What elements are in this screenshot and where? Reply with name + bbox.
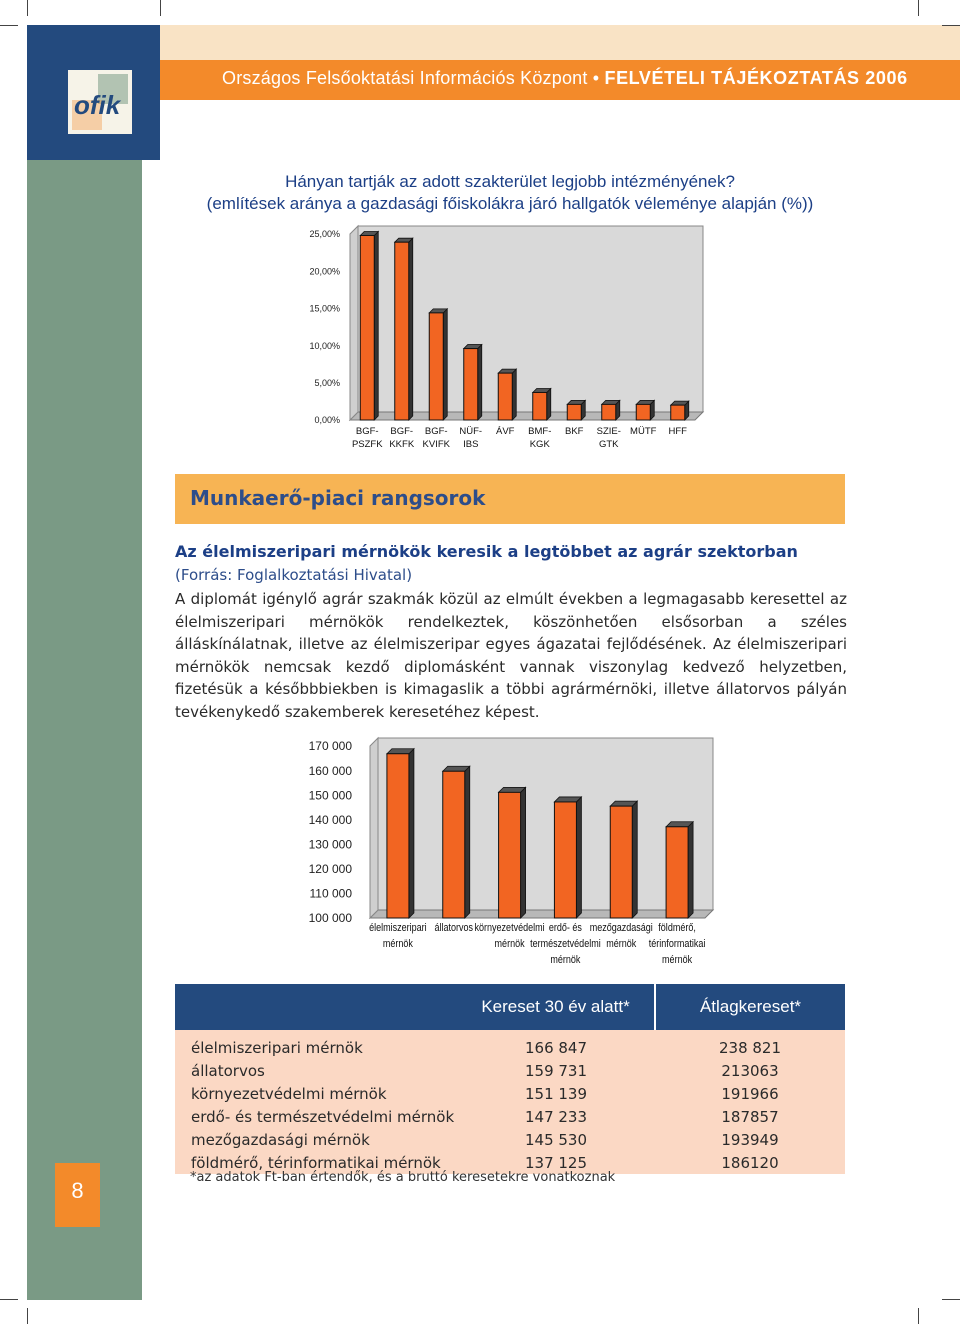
x-tick-label: mérnök	[606, 938, 637, 951]
logo-text: ofik	[74, 90, 121, 120]
row-avg: 238 821	[655, 1036, 845, 1059]
crop-mark	[27, 0, 28, 16]
chart2-svg	[290, 728, 730, 978]
x-tick-label: KVIFK	[422, 439, 450, 450]
bar-side	[632, 801, 637, 918]
y-tick-label: 170 000	[308, 739, 352, 754]
bar-top	[443, 766, 470, 771]
crop-mark	[942, 1299, 960, 1300]
x-tick-label: mérnök	[550, 954, 581, 967]
table-row	[175, 1128, 845, 1151]
row-k30: 166 847	[457, 1036, 655, 1059]
crop-mark	[160, 0, 161, 16]
x-tick-label: NÜF-	[459, 426, 483, 437]
x-tick-label: földmérő,	[658, 922, 696, 935]
bar	[429, 313, 443, 420]
bar-side	[576, 797, 581, 918]
bar-side	[512, 369, 516, 420]
crop-mark	[0, 25, 18, 26]
table-header-avg: Átlagkereset*	[655, 984, 845, 1030]
crop-mark	[918, 0, 919, 16]
section-title: Munkaerő-piaci rangsorok	[190, 486, 486, 510]
x-tick-label: állatorvos	[434, 922, 474, 935]
y-tick-label: 15,00%	[309, 303, 340, 314]
table-row	[175, 1105, 845, 1128]
bar-side	[443, 309, 447, 420]
bar	[499, 792, 521, 918]
x-tick-label: természetvédelmi	[530, 938, 601, 951]
y-tick-label: 140 000	[308, 812, 352, 827]
table-footnote: *az adatok Ft-ban értendők, és a bruttó keresetekre vonatkoznak	[190, 1170, 616, 1185]
table-row	[175, 1036, 845, 1059]
row-k30: 137 125	[457, 1151, 655, 1174]
x-tick-label: BGF-	[355, 426, 379, 437]
row-name: erdő- és természetvédelmi mérnök	[175, 1105, 457, 1128]
article-source: (Forrás: Foglalkoztatási Hivatal)	[175, 566, 413, 584]
bar-side	[409, 238, 413, 420]
y-tick-label: 130 000	[308, 837, 352, 852]
table-header-k30: Kereset 30 év alatt*	[457, 984, 655, 1030]
crop-mark	[918, 1308, 919, 1324]
bar-top	[554, 797, 581, 802]
x-tick-label: BGF-	[424, 426, 448, 437]
chart-sidewall	[350, 226, 358, 420]
bar-side	[688, 822, 693, 918]
crop-mark	[27, 1308, 28, 1324]
crop-mark	[0, 1299, 18, 1300]
bar-top	[666, 822, 693, 827]
row-avg: 186120	[655, 1151, 845, 1174]
y-tick-label: 10,00%	[309, 340, 340, 351]
salary-table	[175, 984, 845, 1174]
bar	[360, 235, 374, 420]
row-avg: 193949	[655, 1128, 845, 1151]
header-brochure-title: FELVÉTELI TÁJÉKOZTATÁS 2006	[604, 68, 908, 88]
bar-top	[387, 749, 414, 754]
y-tick-label: 5,00%	[314, 377, 340, 388]
chart-floor	[370, 910, 713, 918]
header-org: Országos Felsőoktatási Információs Központ •	[222, 68, 605, 88]
bar-side	[521, 787, 526, 918]
bar	[666, 827, 688, 918]
x-tick-label: térinformatikai	[648, 938, 706, 951]
x-tick-label: KKFK	[389, 439, 415, 450]
x-tick-label: mérnök	[382, 938, 413, 951]
y-tick-label: 150 000	[308, 788, 352, 803]
x-tick-label: mérnök	[662, 954, 693, 967]
y-tick-label: 110 000	[309, 886, 352, 901]
row-k30: 145 530	[457, 1128, 655, 1151]
row-k30: 147 233	[457, 1105, 655, 1128]
bar-side	[374, 231, 378, 420]
ofik-logo	[68, 70, 132, 134]
x-tick-label: MÜTF	[630, 426, 657, 437]
table-row	[175, 1082, 845, 1105]
left-sidebar	[27, 160, 142, 1300]
bar	[395, 242, 409, 420]
chart1-title-line1: Hányan tartják az adott szakterület legjobb intézményének?	[285, 172, 735, 191]
x-tick-label: GTK	[598, 439, 619, 450]
row-avg: 187857	[655, 1105, 845, 1128]
x-tick-label: mezőgazdasági	[589, 922, 653, 935]
bar-top	[610, 801, 637, 806]
bar	[464, 349, 478, 420]
row-name: állatorvos	[175, 1059, 457, 1082]
y-tick-label: 160 000	[308, 763, 352, 778]
bar	[636, 404, 650, 420]
bar-side	[478, 345, 482, 420]
x-tick-label: környezetvédelmi	[474, 922, 545, 935]
x-tick-label: erdő- és	[548, 922, 582, 935]
table-row	[175, 1059, 845, 1082]
row-name: földmérő, térinformatikai mérnök	[175, 1151, 457, 1174]
header-top-panel	[160, 25, 960, 61]
bar	[387, 754, 409, 918]
y-tick-label: 120 000	[308, 862, 352, 877]
chart-backwall	[378, 738, 713, 910]
y-tick-label: 0,00%	[314, 415, 340, 426]
chart-sidewall	[370, 738, 378, 918]
x-tick-label: BMF-	[528, 426, 552, 437]
x-tick-label: IBS	[463, 439, 479, 450]
bar-side	[465, 766, 470, 918]
table-header-row	[175, 984, 845, 1030]
row-name: mezőgazdasági mérnök	[175, 1128, 457, 1151]
x-tick-label: mérnök	[494, 938, 525, 951]
bar	[498, 373, 512, 420]
x-tick-label: HFF	[668, 426, 687, 437]
x-tick-label: ÁVF	[496, 426, 515, 437]
x-tick-label: BGF-	[390, 426, 414, 437]
bar	[554, 802, 576, 918]
row-name: környezetvédelmi mérnök	[175, 1082, 457, 1105]
table-header-name	[175, 984, 457, 1030]
chart1-title-line2: (említések aránya a gazdasági főiskolákra járó hallgatók véleménye alapján (%))	[206, 194, 814, 213]
y-tick-label: 100 000	[308, 911, 352, 926]
bar	[671, 405, 685, 420]
chart1-svg	[290, 218, 720, 458]
bar-top	[499, 787, 526, 792]
x-tick-label: KGK	[529, 439, 550, 450]
bar	[602, 404, 616, 420]
x-tick-label: élelmiszeripari	[369, 922, 427, 935]
x-tick-label: BKF	[565, 426, 584, 437]
bar-side	[409, 749, 414, 918]
bar	[443, 771, 465, 918]
bar-side	[547, 388, 551, 420]
x-tick-label: PSZFK	[351, 439, 383, 450]
article-subheading: Az élelmiszeripari mérnökök keresik a legtöbbet az agrár szektorban	[175, 542, 798, 561]
bar	[610, 806, 632, 918]
row-k30: 151 139	[457, 1082, 655, 1105]
row-k30: 159 731	[457, 1059, 655, 1082]
bar	[567, 404, 581, 420]
crop-mark	[942, 25, 960, 26]
y-tick-label: 20,00%	[309, 266, 340, 277]
row-avg: 213063	[655, 1059, 845, 1082]
page-number: 8	[71, 1178, 84, 1203]
bar	[533, 392, 547, 420]
article-body: A diplomát igénylő agrár szakmák közül az elmúlt években a legmagasabb keresettel az élelmiszeripari mérnökök rendelkeztek, köszönhetően elsősorban a széles álláskínálatnak, illetve az élelmiszeripar egyes ágazatai fejlődésének. Az élelmiszeripari mérnökök nemcsak kezdő diplomásként vannak viszonylag kedvező helyzetben, fizetésük a későbbbiekben is kimagaslik a többi agrármérnöki, illetve állatorvos pályán tevékenykedő szakemberek keresetéhez képest.	[175, 590, 847, 721]
header-title	[222, 68, 908, 89]
row-avg: 191966	[655, 1082, 845, 1105]
row-name: élelmiszeripari mérnök	[175, 1036, 457, 1059]
x-tick-label: SZIE-	[596, 426, 621, 437]
y-tick-label: 25,00%	[309, 229, 340, 240]
